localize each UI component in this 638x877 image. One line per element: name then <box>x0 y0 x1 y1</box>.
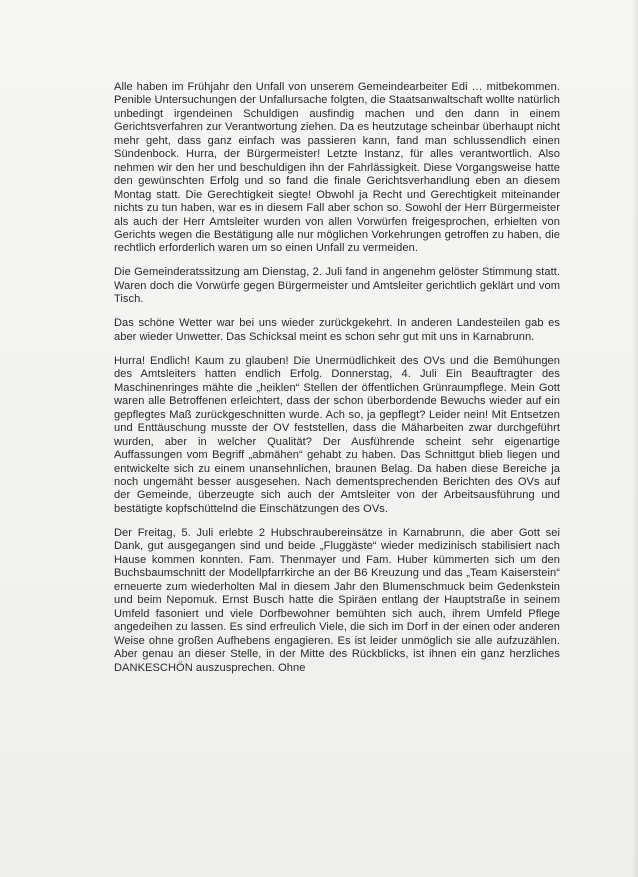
paragraph-council-meeting: Die Gemeinderatssitzung am Dienstag, 2. Juli fand in angenehm gelöster Stimmung statt. Waren doch die Vorwürfe gegen Bürgermeister und Amtsleiter gerichtlich geklärt und vom Tisch. <box>114 266 560 306</box>
paragraph-helicopter-volunteers: Der Freitag, 5. Juli erlebte 2 Hubschraubereinsätze in Karnabrunn, die aber Gott sei Dank, gut ausgegangen sind und beide „Fluggäste“ wieder medizinisch stabilisiert nach Hause kommen konnten. Fam. Thenmayer und Fam. Huber kümmerten sich um den Buchsbaumschnitt der Modellpfarrkirche an der B6 Kreuzung und das „Team Kaiserstein“ erneuerte zum wiederholten Mal in diesem Jahr den Blumenschmuck beim Gedenkstein und beim Nepomuk. Ernst Busch hatte die Spiräen entlang der Hauptstraße in seinem Umfeld fasoniert und viele Dorfbewohner bemühten sich auch, ihrem Umfeld Pflege angedeihen zu lassen. Es sind erfreulich Viele, die sich im Dorf in der einen oder anderen Weise ohne großen Aufhebens engagieren. Es ist leider unmöglich sie alle aufzuzählen. Aber genau an dieser Stelle, in der Mitte des Rückblicks, ist ihnen ein ganz herzliches DANKESCHÖN auszusprechen. Ohne <box>114 526 560 674</box>
page-edge-shadow <box>632 0 638 877</box>
document-body <box>114 81 560 675</box>
paragraph-weather: Das schöne Wetter war bei uns wieder zurückgekehrt. In anderen Landesteilen gab es aber wieder Unwetter. Das Schicksal meint es schon sehr gut mit uns in Karnabrunn. <box>114 317 560 343</box>
paragraph-mowing: Hurra! Endlich! Kaum zu glauben! Die Unermüdlichkeit des OVs und die Bemühungen des Amtsleiters hatten endlich Erfolg. Donnerstag, 4. Juli Ein Beauftragter des Maschinenringes mähte die „heiklen“ Stellen der öffentlichen Grünraumpflege. Mein Gott waren alle Betroffenen erleichtert, dass der schon überbordende Bewuchs wieder auf ein gepflegtes Maß zurückgeschnitten wurde. Ach so, ja gepflegt? Leider nein! Mit Entsetzen und Enttäuschung musste der OV feststellen, dass die Mäharbeiten zwar durchgeführt wurden, aber in welcher Qualität? Der Ausführende scheint sehr eigenartige Auffassungen vom Begriff „abmähen“ gehabt zu haben. Das Schnittgut blieb liegen und entwickelte sich zu einem unansehnlichen, braunen Belag. Da haben diese Bereiche ja noch ungemäht besser ausgesehen. Nach dementsprechenden Berichten des OVs auf der Gemeinde, überzeugte sich auch der Amtsleiter von der Arbeitsausführung und bestätigte kopfschüttelnd die Einschätzungen des OVs. <box>114 354 560 515</box>
paragraph-accident-trial: Alle haben im Frühjahr den Unfall von unserem Gemeindearbeiter Edi … mitbekommen. Penible Untersuchungen der Unfallursache folgten, die Staatsanwaltschaft wollte natürlich unbedingt irgendeinen Schuldigen ausfindig machen und den dann in einem Gerichtsverfahren zur Verantwortung ziehen. Da es heutzutage scheinbar überhaupt nicht mehr geht, dass ganz einfach was passieren kann, fand man schlussendlich einen Sündenbock. Hurra, der Bürgermeister! Letzte Instanz, für alles verantwortlich. Also nehmen wir den her und beschuldigen ihn der Fahrlässigkeit. Diese Vorgangsweise hatte den gewünschten Erfolg und so fand die finale Gerichtsverhandlung eben an diesem Montag statt. Die Gerechtigkeit siegte! Obwohl ja Recht und Gerechtigkeit miteinander nichts zu tun haben, war es in diesem Fall aber schon so. Sowohl der Herr Bürgermeister als auch der Herr Amtsleiter wurden von allen Vorwürfen freigesprochen, erhielten von Gerichts wegen die Bestätigung alle nur möglichen Vorkehrungen getroffen zu haben, die rechtlich erforderlich waren um so einen Unfall zu vermeiden. <box>114 81 560 255</box>
